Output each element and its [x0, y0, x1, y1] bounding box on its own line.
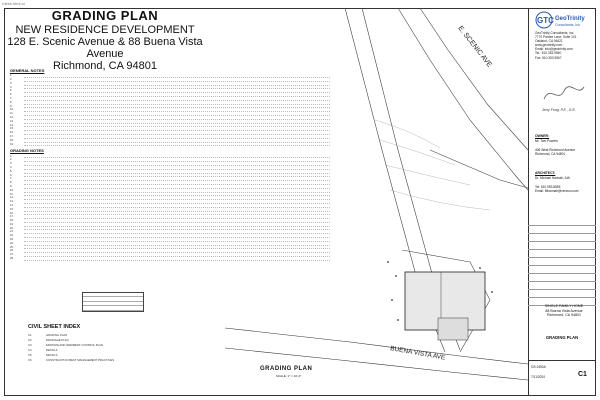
firm-line: Tel.: 510.353.9560 [535, 51, 562, 56]
note-number: 26. [10, 249, 14, 253]
engineer-signature: Jerry Fong, P.E., G.E. [542, 108, 576, 112]
civil-index-heading: CIVIL SHEET INDEX [28, 324, 81, 330]
project-line: Richmond, CA 94801 [547, 313, 581, 318]
street-label-buena-vista: BUENA VISTA AVE [389, 345, 446, 362]
note-number: 13. [10, 200, 14, 204]
site-city: Richmond, CA 94801 [53, 60, 157, 72]
note-number: 6. [10, 173, 13, 177]
architect-heading: ARCHITECT: [535, 171, 556, 175]
firm-line: 7770 Pardee Lane, Suite 101 [535, 35, 577, 40]
sheet-title: DETAILS [46, 348, 58, 352]
note-number: 1. [10, 74, 13, 78]
sheet-name: GRADING PLAN [545, 335, 579, 340]
note-number: 2. [10, 78, 13, 81]
logo-name: GeoTrinity [555, 16, 585, 22]
general-notes-heading: GENERAL NOTES [10, 68, 45, 73]
note-number: 27. [10, 253, 14, 257]
sheet-title: DRAINAGE PLAN [46, 338, 69, 342]
note-number: 3. [10, 162, 13, 166]
plan-heading: GRADING PLAN [51, 8, 159, 23]
note-number: 5. [10, 169, 13, 173]
owner-details [535, 139, 575, 157]
note-number: 9. [10, 104, 13, 108]
note-number: 2. [10, 158, 13, 162]
note-number: 1. [10, 154, 13, 158]
note-number: 16. [10, 131, 14, 135]
sheet-code: C1 [28, 333, 32, 337]
plan-scale: SCALE: 1" = 10'-0" [276, 374, 302, 378]
note-number: 10. [10, 108, 14, 112]
job-number: GS 2490A [531, 365, 546, 369]
note-number: 22. [10, 234, 14, 238]
firm-line: GeoTrinity Consultants, Inc. [535, 31, 575, 35]
revision-table [528, 218, 596, 306]
sheet-code: C3 [28, 343, 32, 347]
sheet-code: C6 [28, 358, 32, 362]
note-number: 25. [10, 245, 14, 249]
sheet-code: C4 [28, 348, 32, 352]
logo-sub: Consultants, Inc. [555, 23, 582, 27]
project-line: 88 Buena Vista Avenue [545, 308, 583, 313]
note-number: 17. [10, 134, 14, 138]
note-number: 11. [10, 192, 14, 196]
architect-details [535, 176, 578, 194]
owner-block [535, 134, 575, 157]
note-number: 19. [10, 222, 14, 226]
sheet-code: C5 [28, 353, 32, 357]
logo-abbr: GTC [537, 16, 554, 25]
plan-title-label: GRADING PLAN [260, 366, 313, 372]
note-number: 16. [10, 211, 14, 215]
note-number: 8. [10, 100, 13, 104]
note-number: 4. [10, 85, 13, 89]
building-footprint [405, 272, 485, 340]
buena-vista-row [225, 328, 528, 380]
sheet-footer [528, 360, 596, 397]
sheet-title: DETAILS [46, 353, 58, 357]
owner-line: Mr. Tom Powers [535, 138, 558, 143]
architect-line: Tel: 510.993.8555 [535, 184, 561, 189]
sheet-title: GRADING PLAN [46, 333, 68, 337]
sheet-date: 7/11/2024 [531, 375, 545, 379]
firm-logo [535, 11, 595, 29]
note-number: 8. [10, 181, 13, 185]
note-number: 6. [10, 93, 13, 97]
owner-heading: OWNER: [535, 134, 550, 138]
note-number: 15. [10, 207, 14, 211]
sheet-title: EROSION AND SEDIMENT CONTROL PLAN [46, 343, 104, 347]
note-number: 11. [10, 112, 14, 116]
note-number: 4. [10, 165, 13, 169]
note-number: 19. [10, 142, 14, 146]
site-address: 128 E. Scenic Avenue & 88 Buena Vista Avenue [7, 36, 203, 60]
note-number: 14. [10, 203, 14, 207]
note-number: 7. [10, 177, 13, 181]
note-number: 18. [10, 138, 14, 142]
note-number: 20. [10, 226, 14, 230]
note-number: 24. [10, 241, 14, 245]
contour-lines [375, 120, 490, 210]
owner-line: 406 West Richmond Avenue [535, 147, 576, 152]
note-number: 15. [10, 127, 14, 131]
sheet-code: C2 [28, 338, 32, 342]
firm-line: Oakland, CA 94621 [535, 39, 563, 44]
note-number: 10. [10, 188, 14, 192]
firm-line: Email: info@geotrinity.com [535, 47, 573, 52]
architect-block [535, 171, 578, 194]
note-number: 18. [10, 219, 14, 223]
note-number: 12. [10, 196, 14, 200]
project-info [536, 304, 592, 318]
note-number: 5. [10, 89, 13, 93]
note-number: 13. [10, 119, 14, 123]
note-number: 28. [10, 257, 14, 261]
note-number: 14. [10, 123, 14, 127]
note-number: 7. [10, 96, 13, 100]
note-number: 21. [10, 230, 14, 234]
watermark: rdesk.html.ai [2, 1, 25, 6]
project-line: SINGLE FAMILY HOME [544, 304, 584, 308]
firm-line: www.geotrinity.com [535, 43, 563, 48]
grading-notes-heading: GRADING NOTES [10, 148, 44, 154]
note-number: 3. [10, 81, 13, 85]
note-number: 9. [10, 184, 13, 188]
note-number: 23. [10, 238, 14, 242]
note-number: 12. [10, 115, 14, 119]
owner-line: Richmond, CA 94801 [535, 152, 566, 157]
engineer-stamp [538, 75, 590, 115]
firm-contact [535, 31, 576, 60]
sheet-number: C1 [578, 371, 587, 378]
note-number: 17. [10, 215, 14, 219]
street-label-scenic: E. SCENIC AVE [456, 24, 493, 69]
architect-line: Email: Mhannah@verizon.com [535, 189, 579, 194]
firm-line: Fax: 510.353.9567 [535, 55, 562, 60]
architect-line: Dr. Michael Hannah, AIA [535, 175, 570, 180]
project-heading: NEW RESIDENCE DEVELOPMENT [15, 24, 195, 36]
sheet-title: CONSTRUCTION BEST MANAGEMENT PRACTICES [46, 358, 115, 362]
